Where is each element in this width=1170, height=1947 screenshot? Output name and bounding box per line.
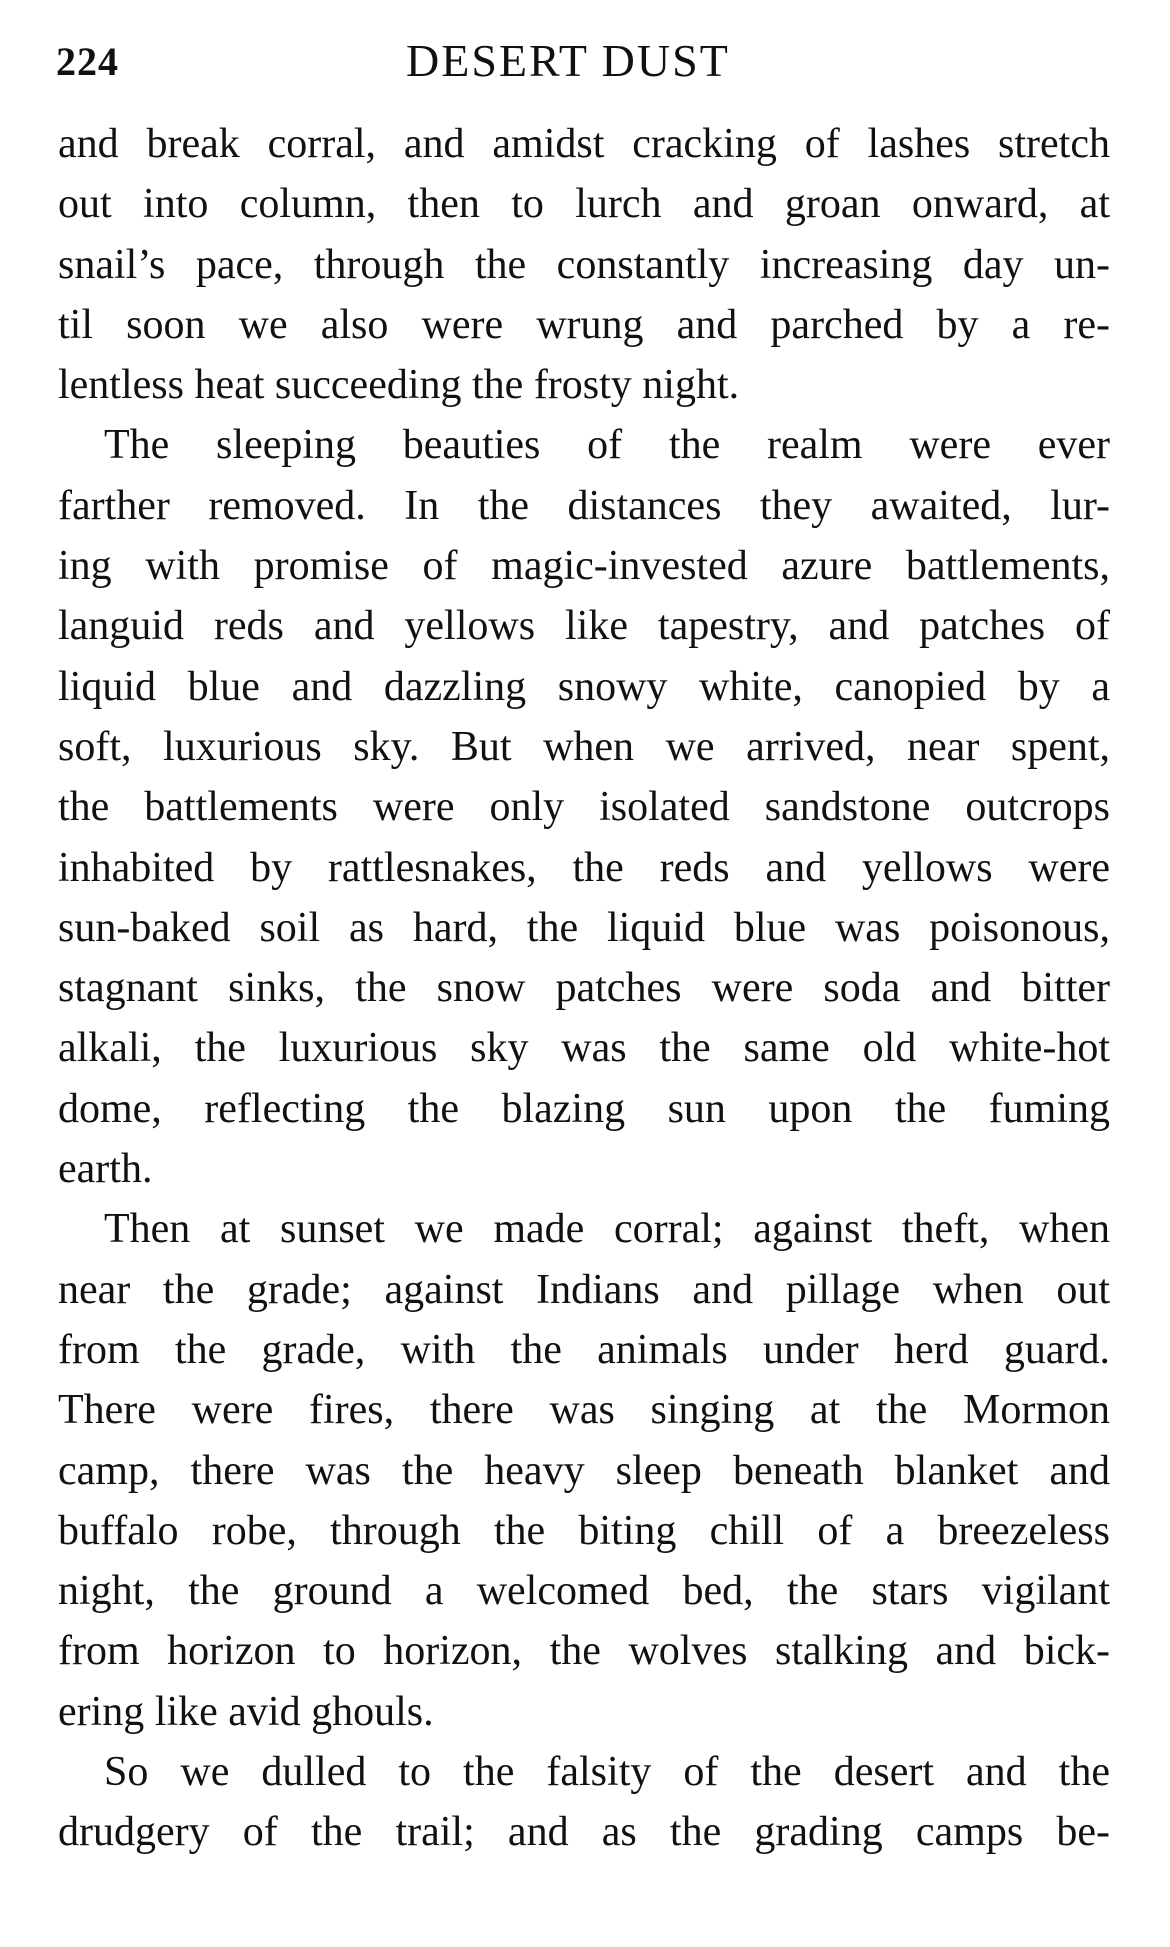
- text-line: So we dulled to the falsity of the desert and the: [104, 1749, 1110, 1796]
- text-line: dome, reflecting the blazing sun upon the fuming: [58, 1085, 1110, 1132]
- text-line: night, the ground a welcomed bed, the stars vigilant: [58, 1568, 1110, 1615]
- text-line: til soon we also were wrung and parched by a re-: [58, 301, 1110, 348]
- text-line: stagnant sinks, the snow patches were soda and bitter: [58, 965, 1110, 1012]
- text-line: and break corral, and amidst cracking of lashes stretch: [58, 121, 1110, 167]
- paragraph-4: [58, 1742, 1110, 1863]
- text-line: buffalo robe, through the biting chill of a breezeless: [58, 1507, 1110, 1554]
- text-line: drudgery of the trail; and as the grading camps be-: [58, 1809, 1110, 1856]
- text-line: Then at sunset we made corral; against theft, when: [104, 1206, 1110, 1253]
- text-line: languid reds and yellows like tapestry, and patches of: [58, 603, 1110, 650]
- text-line: ing with promise of magic-invested azure battlements,: [58, 543, 1110, 590]
- text-line: The sleeping beauties of the realm were ever: [104, 422, 1110, 469]
- text-line: lentless heat succeeding the frosty night.: [58, 362, 740, 409]
- text-line: sun-baked soil as hard, the liquid blue was poisonous,: [58, 904, 1110, 951]
- text-line: farther removed. In the distances they awaited, lur-: [58, 482, 1110, 529]
- text-line: soft, luxurious sky. But when we arrived, near spent,: [58, 723, 1110, 770]
- paragraph-2: [58, 415, 1110, 1199]
- page-number: 224: [56, 39, 119, 84]
- running-head: [56, 35, 1111, 98]
- text-line: the battlements were only isolated sandstone outcrops: [58, 784, 1110, 831]
- running-title: DESERT DUST: [406, 35, 730, 86]
- text-line: camp, there was the heavy sleep beneath blanket and: [58, 1447, 1110, 1494]
- paragraph-3: [58, 1199, 1110, 1742]
- text-line: alkali, the luxurious sky was the same old white-hot: [58, 1025, 1110, 1072]
- text-line: near the grade; against Indians and pillage when out: [58, 1266, 1110, 1313]
- text-line: snail’s pace, through the constantly increasing day un-: [58, 241, 1110, 288]
- text-line: liquid blue and dazzling snowy white, canopied by a: [58, 663, 1110, 710]
- text-line: from the grade, with the animals under herd guard.: [58, 1326, 1110, 1373]
- paragraph-1: [58, 114, 1110, 415]
- text-line: There were fires, there was singing at the Mormon: [58, 1387, 1110, 1434]
- text-line: earth.: [58, 1146, 153, 1193]
- text-line: out into column, then to lurch and groan onward, at: [58, 181, 1110, 228]
- body-text: [58, 114, 1110, 1863]
- text-line: from horizon to horizon, the wolves stalking and bick-: [58, 1628, 1110, 1675]
- text-line: inhabited by rattlesnakes, the reds and yellows were: [58, 844, 1110, 891]
- text-line: ering like avid ghouls.: [58, 1688, 434, 1735]
